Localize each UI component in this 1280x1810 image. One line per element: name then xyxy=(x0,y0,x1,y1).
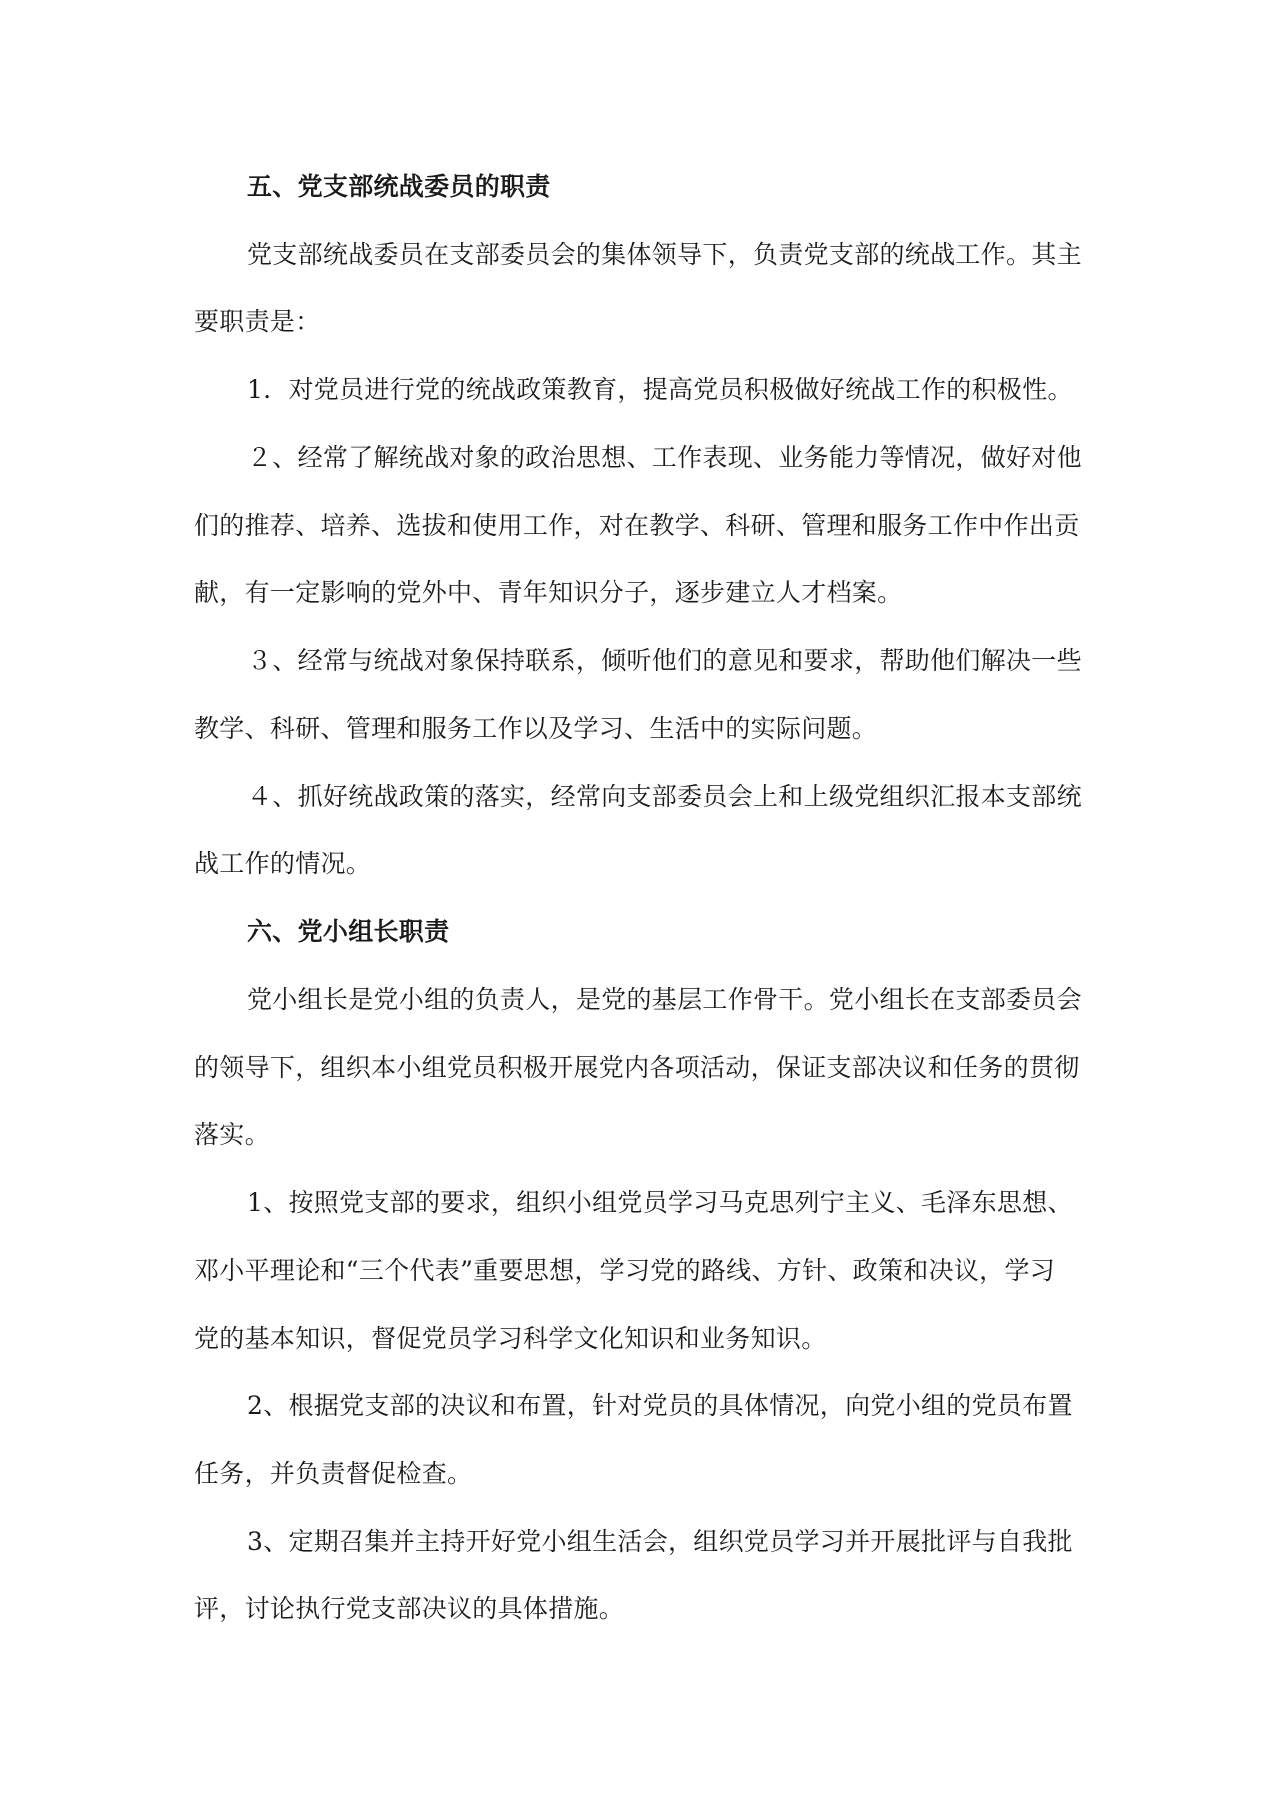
section6-intro-line-2: 的领导下，组织本小组党员积极开展党内各项活动，保证支部决议和任务的贯彻 xyxy=(194,1053,1080,1082)
section-heading-5: 五、党支部统战委员的职责 xyxy=(247,172,551,201)
section5-item-1-line-1: 1．对党员进行党的统战政策教育，提高党员积极做好统战工作的积极性。 xyxy=(247,375,1073,404)
section5-intro-line-2: 要职责是： xyxy=(194,307,321,336)
section5-item-2-line-2: 们的推荐、培养、选拔和使用工作，对在教学、科研、管理和服务工作中作出贡 xyxy=(194,511,1080,540)
section6-intro-line-1: 党小组长是党小组的负责人，是党的基层工作骨干。党小组长在支部委员会 xyxy=(247,985,1082,1014)
section6-item-3-line-1: 3、定期召集并主持开好党小组生活会，组织党员学习并开展批评与自我批 xyxy=(247,1527,1073,1556)
section5-intro-line-1: 党支部统战委员在支部委员会的集体领导下，负责党支部的统战工作。其主 xyxy=(247,240,1082,269)
section6-item-1-line-1: 1、按照党支部的要求，组织小组党员学习马克思列宁主义、毛泽东思想、 xyxy=(247,1188,1073,1217)
section6-item-2-line-2: 任务，并负责督促检查。 xyxy=(194,1459,473,1488)
section5-item-4-line-1: ４、抓好统战政策的落实，经常向支部委员会上和上级党组织汇报本支部统 xyxy=(247,782,1082,811)
section5-item-2-line-3: 献，有一定影响的党外中、青年知识分子，逐步建立人才档案。 xyxy=(194,578,903,607)
section5-item-4-line-2: 战工作的情况。 xyxy=(194,849,372,878)
section5-item-3-line-1: ３、经常与统战对象保持联系，倾听他们的意见和要求，帮助他们解决一些 xyxy=(247,646,1082,675)
section6-intro-line-3: 落实。 xyxy=(194,1120,270,1149)
section5-item-3-line-2: 教学、科研、管理和服务工作以及学习、生活中的实际问题。 xyxy=(194,714,878,743)
section5-item-2-line-1: ２、经常了解统战对象的政治思想、工作表现、业务能力等情况，做好对他 xyxy=(247,443,1082,472)
section6-item-1-line-3: 党的基本知识，督促党员学习科学文化知识和业务知识。 xyxy=(194,1324,827,1353)
section6-item-2-line-1: 2、根据党支部的决议和布置，针对党员的具体情况，向党小组的党员布置 xyxy=(247,1391,1073,1420)
section-heading-6: 六、党小组长职责 xyxy=(247,917,450,946)
section6-item-3-line-2: 评，讨论执行党支部决议的具体措施。 xyxy=(194,1594,625,1623)
section6-item-1-line-2: 邓小平理论和“三个代表”重要思想，学习党的路线、方针、政策和决议，学习 xyxy=(194,1256,1056,1285)
